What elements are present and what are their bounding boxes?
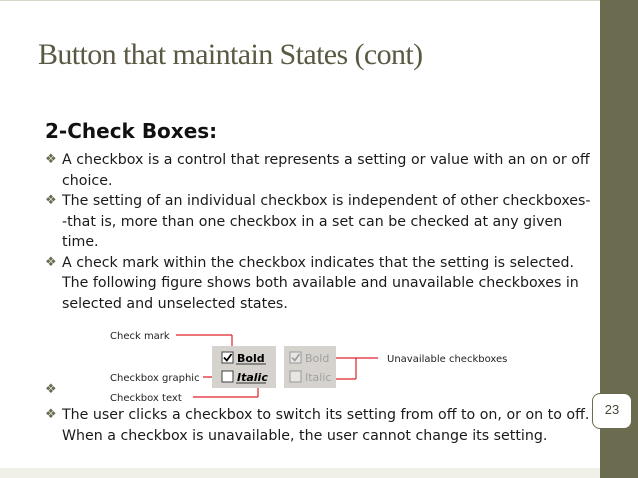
bullet-item bbox=[45, 253, 595, 315]
bullet-text: The setting of an individual checkbox is independent of other checkboxes--that is, more than one checkbox in a set can be checked at any given time. bbox=[62, 193, 591, 250]
bullet-item bbox=[45, 150, 595, 191]
unavailable-checkboxes-callout: Unavailable checkboxes bbox=[387, 354, 508, 365]
bullet-item bbox=[45, 405, 595, 446]
bullet-text: A checkbox is a control that represents a setting or value with an on or off choice. bbox=[62, 152, 590, 189]
diamond-bullet-icon: ❖ bbox=[45, 152, 57, 167]
diamond-bullet-icon: ❖ bbox=[45, 407, 57, 422]
checkbox-italic-disabled-label: Italic bbox=[305, 371, 332, 384]
checkbox-bold-disabled-label: Bold bbox=[305, 352, 330, 365]
bottom-bar bbox=[0, 468, 600, 478]
checkbox-italic-disabled bbox=[290, 371, 301, 382]
bullet-item bbox=[45, 191, 595, 253]
diamond-bullet-icon: ❖ bbox=[45, 254, 57, 270]
slide-title: Button that maintain States (cont) bbox=[38, 38, 423, 71]
check-mark-callout: Check mark bbox=[110, 331, 170, 342]
slide-subtitle: 2-Check Boxes: bbox=[45, 119, 218, 143]
diamond-bullet-icon: ❖ bbox=[45, 381, 57, 396]
checkbox-bold[interactable] bbox=[222, 352, 233, 363]
bullet-text: The user clicks a checkbox to switch its setting from off to on, or on to off. When a checkbox is unavailable, the user cannot change its setting. bbox=[62, 407, 590, 444]
page-number-box bbox=[592, 393, 632, 429]
checkbox-italic-label: Italic bbox=[237, 371, 268, 384]
page-number: 23 bbox=[604, 402, 620, 417]
checkbox-bold-disabled bbox=[290, 352, 301, 363]
bullet-text: A check mark within the checkbox indicates that the setting is selected. The following figure shows both available and unavailable checkboxes in selected and unselected states. bbox=[62, 254, 579, 312]
checkbox-graphic-callout: Checkbox graphic bbox=[110, 373, 200, 384]
bullet-list bbox=[45, 150, 595, 314]
diamond-bullet-icon: ❖ bbox=[45, 193, 57, 208]
top-divider bbox=[0, 0, 600, 1]
checkbox-bold-label: Bold bbox=[237, 352, 265, 365]
checkbox-text-callout: Checkbox text bbox=[110, 393, 182, 404]
checkbox-italic[interactable] bbox=[222, 371, 233, 382]
bullet-list-bottom bbox=[45, 405, 595, 446]
